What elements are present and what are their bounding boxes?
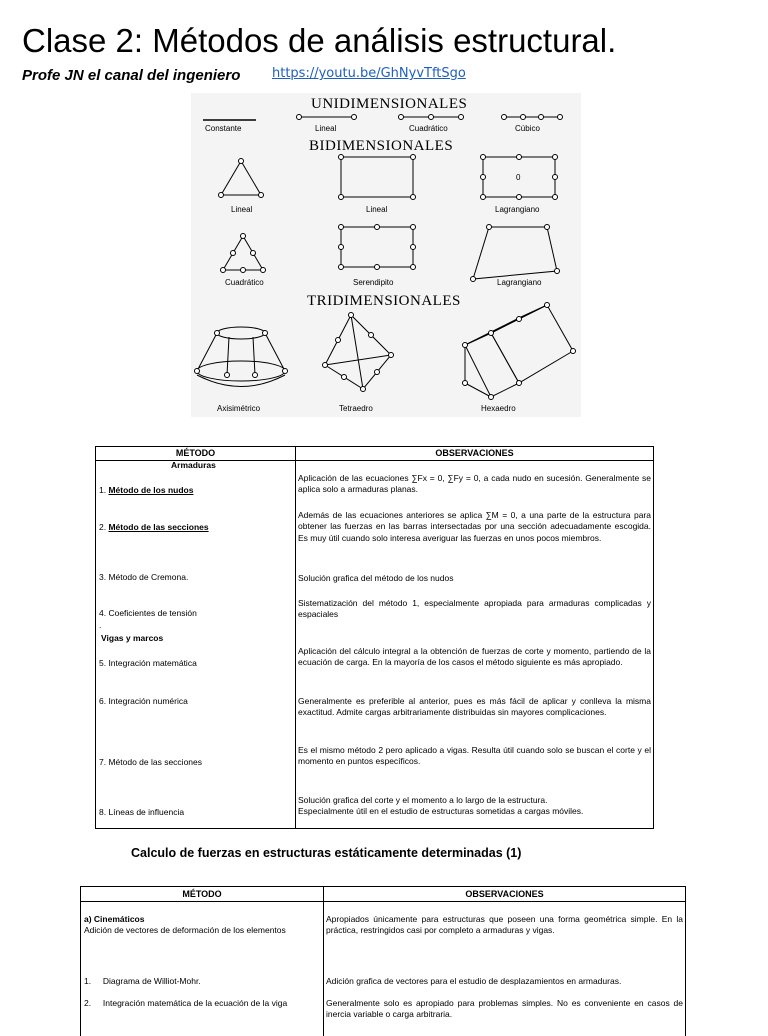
table1-row-8-obs: Solución grafica del corte y el momento a lo largo de la estructura. Especialmente útil en el estudio de estructuras sometidas a cargas móviles. <box>298 795 584 817</box>
bi-rect-lagrangiano <box>481 155 558 200</box>
table1-row-7-method: 7. Método de las secciones <box>99 757 203 767</box>
tri-label-1: Axisimétrico <box>217 404 261 413</box>
bi-label-3: Lagrangiano <box>495 205 540 214</box>
document-title: Clase 2: Métodos de análisis estructural. <box>22 22 617 59</box>
tri-hexaedro <box>463 303 576 400</box>
bi-triangle-lineal <box>219 159 264 198</box>
table2-row-1-method: a) Cinemáticos Adición de vectores de deformación de los elementos <box>84 914 286 935</box>
table1-row-3-obs: Solución grafica del método de los nudos <box>298 573 454 583</box>
section-armaduras: Armaduras <box>171 460 216 470</box>
bi-label-4: Cuadrático <box>225 278 264 287</box>
table1-row-4-method: 4. Coeficientes de tensión <box>99 608 197 618</box>
bi-triangle-cuadratico <box>221 234 266 273</box>
bi-quad-lagrangiano <box>471 225 560 282</box>
section-vigas-marcos: Vigas y marcos <box>101 633 164 643</box>
youtube-link[interactable]: https://youtu.be/GhNyvTftSgo <box>272 66 466 81</box>
bi-rect-serendipito <box>339 225 416 270</box>
table1-header-metodo: MÉTODO <box>175 448 216 458</box>
bi-rect-lineal <box>339 155 416 200</box>
table1-row-6-obs: Generalmente es preferible al anterior, pues es más fácil de aplicar y conlleva la misma exactitud. Admite cargas arbitrariamente distribuidas sin mayores complicaciones. <box>298 696 651 718</box>
table2-header-metodo: MÉTODO <box>182 889 222 899</box>
table1-divider <box>295 447 296 828</box>
uni-cubico <box>502 115 563 120</box>
table1-row-3-method: 3. Método de Cremona. <box>99 572 189 582</box>
table1-row-2-method: 2. Método de las secciones <box>99 522 209 532</box>
methods-table-2 <box>80 886 686 1036</box>
heading-tridimensionales: TRIDIMENSIONALES <box>307 293 461 309</box>
table2-row-3-method: 2. Integración matemática de la ecuación de la viga <box>84 998 288 1008</box>
uni-label-cubico: Cúbico <box>515 124 540 133</box>
table1-row-5-obs: Aplicación del cálculo integral a la obtención de fuerzas de corte y momento, partiendo de la ecuación de carga. En la mayoría de los casos el método siguiente es más apropiado. <box>298 646 651 668</box>
center-node-label: 0 <box>516 173 521 182</box>
uni-lineal <box>297 115 357 120</box>
methods-table-1 <box>95 446 654 829</box>
uni-cuadratico <box>399 115 464 120</box>
tri-label-2: Tetraedro <box>339 404 373 413</box>
tri-axisimetrico <box>195 327 288 387</box>
table2-row-2-obs: Adición grafica de vectores para el estudio de desplazamientos en armaduras. <box>326 976 622 986</box>
heading-unidimensionales: UNIDIMENSIONALES <box>311 96 468 112</box>
table2-row-1-obs: Apropiados únicamente para estructuras que poseen una forma geométrica simple. En la práctica, restringidos casi por completo a armaduras y vigas. <box>326 914 683 935</box>
heading-bidimensionales: BIDIMENSIONALES <box>309 138 454 154</box>
dot-mark: . <box>99 620 102 630</box>
table2-header-observaciones: OBSERVACIONES <box>465 889 544 899</box>
table2-row-2-method: 1. Diagrama de Williot-Mohr. <box>84 976 201 986</box>
bi-label-1: Lineal <box>231 205 253 214</box>
element-diagram <box>191 93 581 417</box>
table2-caption: Calculo de fuerzas en estructuras estáticamente determinadas (1) <box>131 846 522 860</box>
table2-row-3-obs: Generalmente solo es apropiado para problemas simples. No es conveniente en casos de inercia variable o carga arbitraria. <box>326 998 683 1019</box>
table1-row-4-obs: Sistematización del método 1, especialmente apropiada para armaduras complicadas y espaciales <box>298 598 651 620</box>
bi-label-5: Serendipito <box>353 278 394 287</box>
table1-row-6-method: 6. Integración numérica <box>99 696 188 706</box>
table1-row-8-method: 8. Líneas de influencia <box>99 807 185 817</box>
table1-row-1-obs: Aplicación de las ecuaciones ∑Fx = 0, ∑Fy = 0, a cada nudo en sucesión. Generalmente se aplica solo a armaduras planas. <box>298 473 651 495</box>
table1-row-5-method: 5. Integración matemática <box>99 658 197 668</box>
table1-row-7-obs: Es el mismo método 2 pero aplicado a vigas. Resulta útil cuando solo se buscan el corte y el momento en puntos específicos. <box>298 745 651 767</box>
table1-row-1-method: 1. Método de los nudos <box>99 485 194 495</box>
table1-header-observaciones: OBSERVACIONES <box>435 448 514 458</box>
uni-label-lineal: Lineal <box>315 124 337 133</box>
document-subtitle: Profe JN el canal del ingeniero <box>22 67 241 84</box>
table1-row-2-obs: Además de las ecuaciones anteriores se aplica ∑M = 0, a una parte de la estructura para obtener las fuerzas en las barras intersectadas por una sección adecuadamente escogida. Es muy útil cuando solo interesa averiguar las fuerzas en unos pocos miembros. <box>298 510 651 543</box>
tri-tetraedro <box>323 313 394 392</box>
uni-label-cuadratico: Cuadrático <box>409 124 448 133</box>
tri-label-3: Hexaedro <box>481 404 516 413</box>
bi-label-6: Lagrangiano <box>497 278 542 287</box>
table2-divider <box>323 887 324 1036</box>
finite-element-types-figure <box>191 93 581 417</box>
bi-label-2: Lineal <box>366 205 388 214</box>
uni-label-constante: Constante <box>205 124 242 133</box>
